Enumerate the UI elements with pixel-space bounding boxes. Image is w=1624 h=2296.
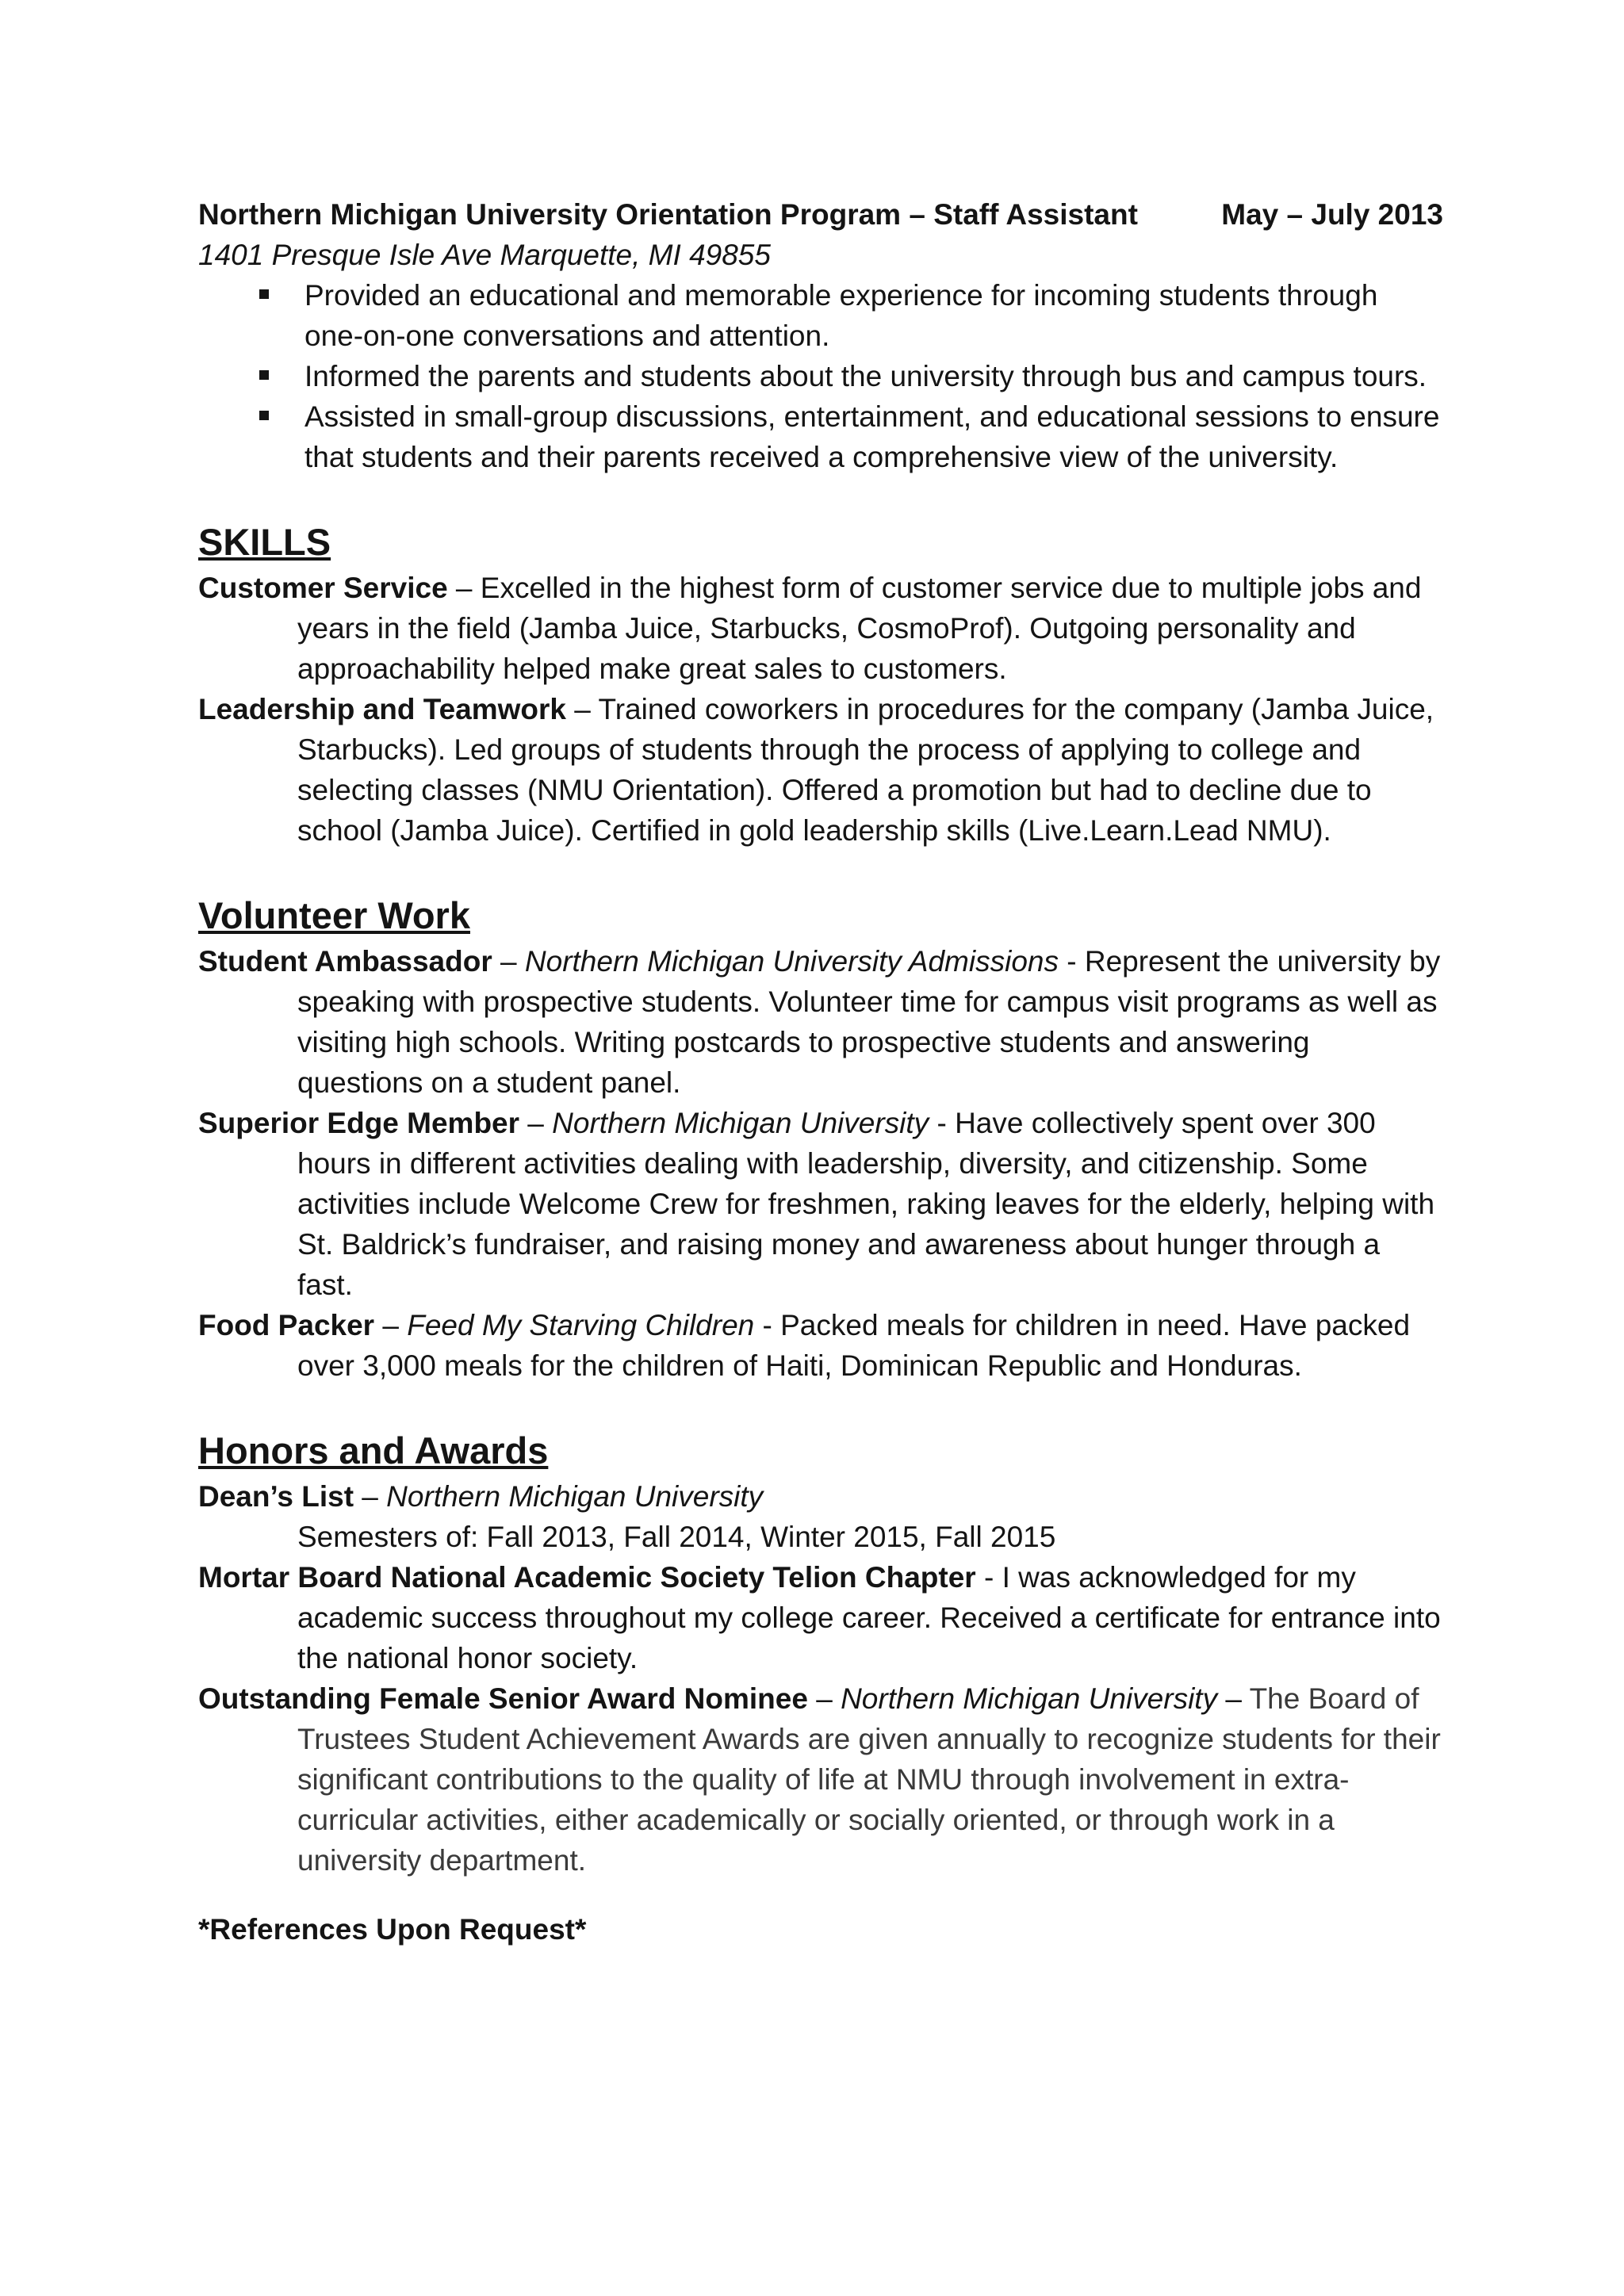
honors-heading: Honors and Awards <box>198 1429 549 1471</box>
volunteer-text: - Represent the university by speaking with prospective students. Volunteer time for campus visit programs as well as visiting high schools. Writing postcards to prospective students and answering questions on a student panel. <box>297 945 1441 1099</box>
volunteer-heading: Volunteer Work <box>198 894 470 936</box>
volunteer-entry <box>198 1103 1443 1305</box>
deans-list-semesters: Semesters of: Fall 2013, Fall 2014, Winter 2015, Fall 2015 <box>297 1521 1056 1553</box>
separator: – <box>807 1682 841 1715</box>
deans-list-entry <box>198 1476 1443 1517</box>
separator: – <box>566 693 599 725</box>
job-address: 1401 Presque Isle Ave Marquette, MI 49855 <box>198 239 771 271</box>
volunteer-org: Feed My Starving Children <box>407 1309 755 1341</box>
volunteer-org: Northern Michigan University <box>552 1107 929 1139</box>
experience-bullets <box>198 275 1443 477</box>
separator: – <box>519 1107 553 1139</box>
volunteer-role: Food Packer <box>198 1309 375 1341</box>
skill-label: Leadership and Teamwork <box>198 693 566 725</box>
mortar-board-entry <box>198 1557 1443 1678</box>
volunteer-role: Superior Edge Member <box>198 1107 520 1139</box>
volunteer-org: Northern Michigan University Admissions <box>524 945 1059 978</box>
resume-page <box>198 194 1443 1950</box>
honor-label: Mortar Board National Academic Society Telion Chapter <box>198 1561 976 1594</box>
skill-entry <box>198 568 1443 689</box>
volunteer-text: - Have collectively spent over 300 hours in different activities dealing with leadership, diversity, and citizenship. Some activities include Welcome Crew for freshmen, raking leaves for the elderly, helping with St. Baldrick’s fundraiser, and raising money and awareness about hunger through a fast. <box>297 1107 1435 1301</box>
square-bullet-icon <box>259 411 269 420</box>
honor-org: Northern Michigan University <box>386 1480 764 1513</box>
square-bullet-icon <box>259 289 269 299</box>
job-title: Northern Michigan University Orientation Program – Staff Assistant <box>198 198 1138 231</box>
separator: – <box>374 1309 408 1341</box>
skill-entry <box>198 689 1443 851</box>
skills-heading: SKILLS <box>198 521 331 563</box>
skill-label: Customer Service <box>198 572 448 604</box>
bullet-text: Informed the parents and students about the university through bus and campus tours. <box>304 360 1427 392</box>
references-note: *References Upon Request* <box>198 1913 587 1946</box>
job-dates: May – July 2013 <box>1221 198 1443 231</box>
honor-org: Northern Michigan University <box>841 1682 1218 1715</box>
outstanding-senior-entry <box>198 1678 1443 1881</box>
honor-label: Dean’s List <box>198 1480 354 1513</box>
honor-text: The Board of Trustees Student Achievement Awards are given annually to recognize students for their significant contributions to the quality of life at NMU through involvement in extra-curricular activities, either academically or socially oriented, or through work in a university department. <box>297 1682 1441 1877</box>
experience-header <box>198 194 1443 235</box>
volunteer-entry <box>198 1305 1443 1386</box>
honor-text: - I was acknowledged for my academic success throughout my college career. Received a certificate for entrance into the national honor society. <box>297 1561 1441 1674</box>
volunteer-text: - Packed meals for children in need. Have packed over 3,000 meals for the children of Haiti, Dominican Republic and Honduras. <box>297 1309 1411 1382</box>
separator: – <box>354 1480 387 1513</box>
honor-label: Outstanding Female Senior Award Nominee <box>198 1682 808 1715</box>
bullet-text: Provided an educational and memorable experience for incoming students through one-on-one conversations and attention. <box>304 279 1378 352</box>
separator: – <box>492 945 525 978</box>
bullet-text: Assisted in small-group discussions, entertainment, and educational sessions to ensure that students and their parents received a comprehensive view of the university. <box>304 400 1440 473</box>
volunteer-role: Student Ambassador <box>198 945 492 978</box>
skill-text: Trained coworkers in procedures for the company (Jamba Juice, Starbucks). Led groups of students through the process of applying to college and selecting classes (NMU Orientation). Offered a promotion but had to decline due to school (Jamba Juice). Certified in gold leadership skills (Live.Learn.Lead NMU). <box>297 693 1434 847</box>
volunteer-entry <box>198 941 1443 1103</box>
bullet-item <box>304 396 1443 477</box>
bullet-item <box>304 275 1443 356</box>
bullet-item <box>304 356 1443 396</box>
skill-text: Excelled in the highest form of customer service due to multiple jobs and years in the field (Jamba Juice, Starbucks, CosmoProf). Outgoing personality and approachability helped make great sales to customers. <box>297 572 1422 685</box>
separator: – <box>1217 1682 1250 1715</box>
square-bullet-icon <box>259 370 269 380</box>
separator: – <box>447 572 481 604</box>
